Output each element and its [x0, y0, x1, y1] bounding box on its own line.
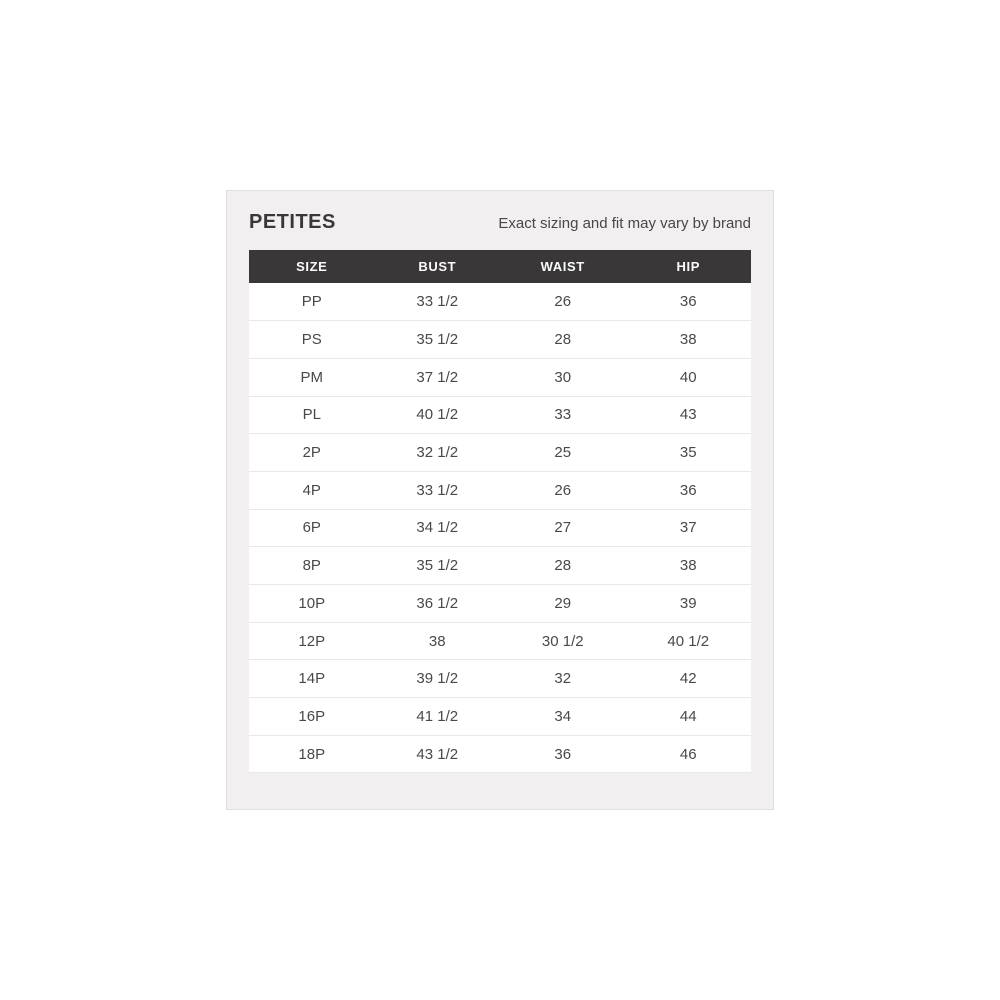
- size-table-body: [249, 283, 751, 773]
- column-header: WAIST: [500, 250, 626, 283]
- table-cell: PS: [249, 321, 375, 359]
- table-cell: 34: [500, 698, 626, 736]
- table-cell: 42: [626, 660, 752, 698]
- table-row: [249, 509, 751, 547]
- table-cell: 36 1/2: [375, 585, 501, 623]
- table-row: [249, 321, 751, 359]
- column-header: BUST: [375, 250, 501, 283]
- header-row: [249, 250, 751, 283]
- table-row: [249, 735, 751, 773]
- table-row: [249, 358, 751, 396]
- table-cell: 12P: [249, 622, 375, 660]
- table-cell: 32 1/2: [375, 434, 501, 472]
- table-cell: 36: [626, 283, 752, 321]
- size-chart-header: [227, 191, 773, 250]
- table-cell: 38: [626, 547, 752, 585]
- table-cell: 2P: [249, 434, 375, 472]
- table-cell: 35 1/2: [375, 547, 501, 585]
- table-cell: 14P: [249, 660, 375, 698]
- column-header: HIP: [626, 250, 752, 283]
- table-cell: PL: [249, 396, 375, 434]
- size-chart-card: [226, 190, 774, 810]
- table-cell: 43: [626, 396, 752, 434]
- table-cell: 40: [626, 358, 752, 396]
- table-cell: 36: [626, 471, 752, 509]
- table-cell: 26: [500, 471, 626, 509]
- table-cell: 8P: [249, 547, 375, 585]
- size-table: [249, 250, 751, 773]
- table-row: [249, 585, 751, 623]
- table-cell: 39: [626, 585, 752, 623]
- table-cell: 36: [500, 735, 626, 773]
- table-cell: 39 1/2: [375, 660, 501, 698]
- table-row: [249, 547, 751, 585]
- table-cell: 34 1/2: [375, 509, 501, 547]
- table-cell: 10P: [249, 585, 375, 623]
- size-chart-disclaimer: Exact sizing and fit may vary by brand: [498, 215, 751, 232]
- table-cell: 35 1/2: [375, 321, 501, 359]
- table-cell: 25: [500, 434, 626, 472]
- table-cell: 38: [626, 321, 752, 359]
- table-cell: 33 1/2: [375, 283, 501, 321]
- table-row: [249, 660, 751, 698]
- table-row: [249, 396, 751, 434]
- table-cell: PP: [249, 283, 375, 321]
- table-cell: 33 1/2: [375, 471, 501, 509]
- table-cell: 28: [500, 321, 626, 359]
- table-row: [249, 471, 751, 509]
- size-chart-title: PETITES: [249, 211, 336, 233]
- table-row: [249, 434, 751, 472]
- table-cell: 40 1/2: [375, 396, 501, 434]
- column-header: SIZE: [249, 250, 375, 283]
- table-cell: 29: [500, 585, 626, 623]
- table-cell: 37: [626, 509, 752, 547]
- table-row: [249, 283, 751, 321]
- table-cell: 30: [500, 358, 626, 396]
- table-row: [249, 698, 751, 736]
- table-cell: 38: [375, 622, 501, 660]
- size-table-head: [249, 250, 751, 283]
- table-row: [249, 622, 751, 660]
- table-cell: 37 1/2: [375, 358, 501, 396]
- table-cell: 16P: [249, 698, 375, 736]
- table-cell: 33: [500, 396, 626, 434]
- table-cell: 18P: [249, 735, 375, 773]
- table-cell: 41 1/2: [375, 698, 501, 736]
- table-cell: 26: [500, 283, 626, 321]
- table-cell: 43 1/2: [375, 735, 501, 773]
- table-cell: 6P: [249, 509, 375, 547]
- table-cell: PM: [249, 358, 375, 396]
- table-cell: 32: [500, 660, 626, 698]
- table-cell: 44: [626, 698, 752, 736]
- table-cell: 40 1/2: [626, 622, 752, 660]
- table-cell: 30 1/2: [500, 622, 626, 660]
- table-cell: 28: [500, 547, 626, 585]
- table-cell: 27: [500, 509, 626, 547]
- table-cell: 4P: [249, 471, 375, 509]
- table-cell: 35: [626, 434, 752, 472]
- table-cell: 46: [626, 735, 752, 773]
